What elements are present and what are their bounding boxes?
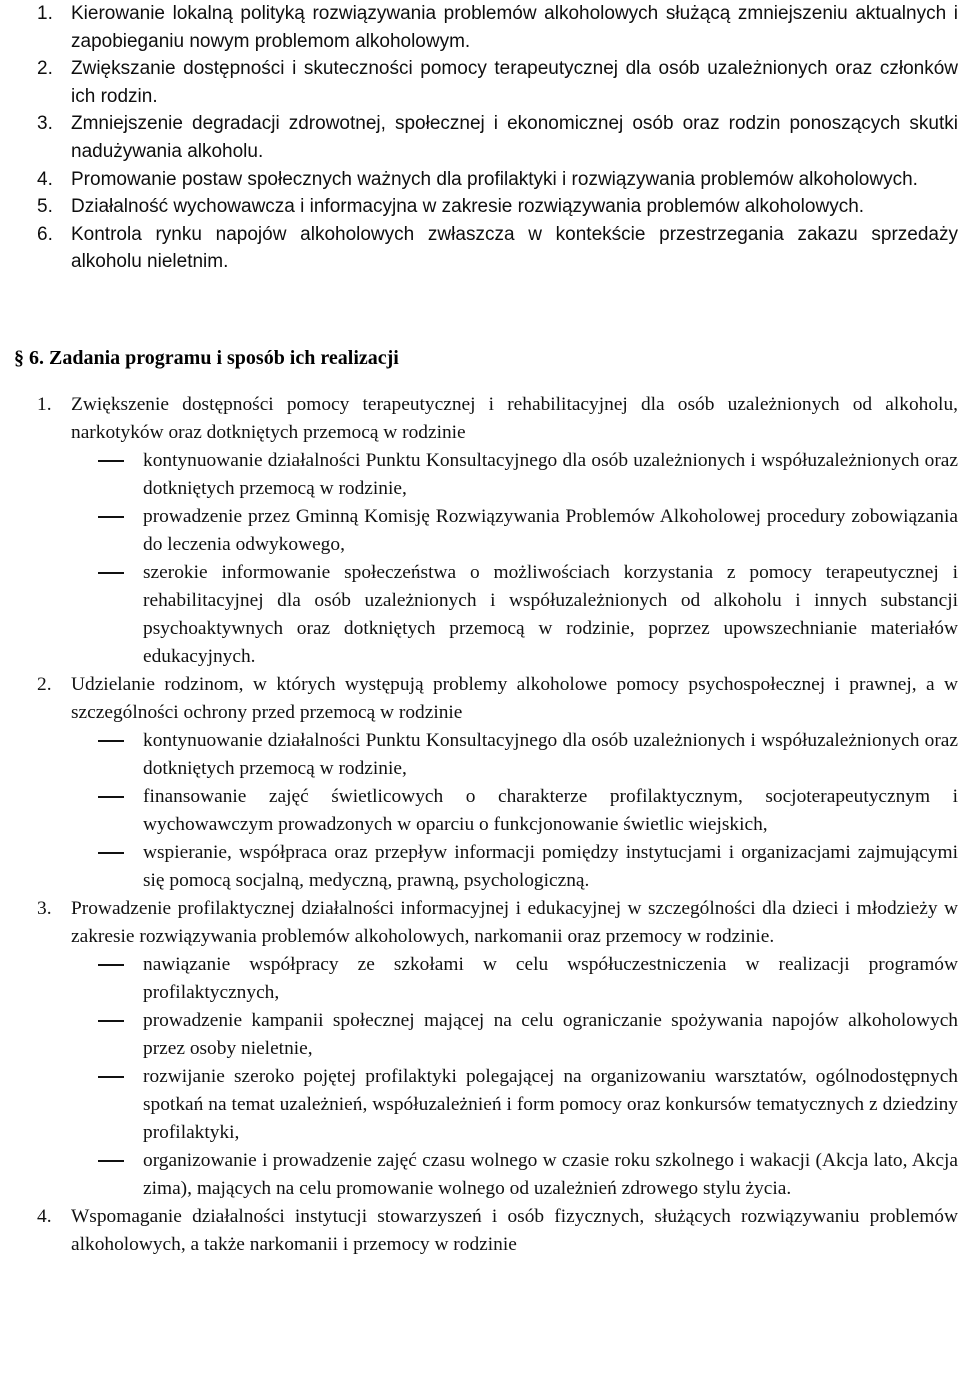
goal-item — [0, 193, 958, 221]
goal-text: Promowanie postaw społecznych ważnych dla profilaktyki i rozwiązywania problemów alkoholowych. — [71, 168, 918, 190]
dash-bullet-icon — [98, 516, 124, 518]
goal-number: 3. — [37, 113, 53, 135]
task-subitem — [71, 1063, 958, 1147]
task-subitem — [71, 1147, 958, 1203]
goal-text: Kontrola rynku napojów alkoholowych zwłaszcza w kontekście przestrzegania zakazu sprzedaży alkoholu nieletnim. — [71, 223, 958, 273]
task-number: 2. — [37, 674, 52, 695]
goal-item — [0, 110, 958, 165]
task-subitem-text: kontynuowanie działalności Punktu Konsultacyjnego dla osób uzależnionych i współuzależnionych oraz dotkniętych przemocą w rodzinie, — [143, 730, 958, 779]
dash-bullet-icon — [98, 572, 124, 574]
goal-number: 5. — [37, 196, 53, 218]
task-subitem — [71, 783, 958, 839]
task-number: 4. — [37, 1206, 52, 1227]
goal-text: Zmniejszenie degradacji zdrowotnej, społecznej i ekonomicznej osób oraz rodzin ponoszących skutki nadużywania alkoholu. — [71, 113, 958, 162]
task-item — [0, 391, 958, 671]
task-item — [0, 671, 958, 895]
dash-bullet-icon — [98, 460, 124, 462]
task-subitem-text: rozwijanie szeroko pojętej profilaktyki polegającej na organizowaniu warsztatów, ogólnodostępnych spotkań na temat uzależnień, współuzależnień i form pomocy oraz konkursów tematycznych z dziedziny profilaktyki, — [143, 1066, 958, 1143]
task-subitem-text: prowadzenie kampanii społecznej mającej na celu ograniczanie spożywania napojów alkoholowych przez osoby nieletnie, — [143, 1010, 958, 1059]
dash-bullet-icon — [98, 1160, 124, 1162]
dash-bullet-icon — [98, 964, 124, 966]
goal-number: 4. — [37, 168, 53, 190]
task-number: 1. — [37, 394, 52, 415]
goals-list — [0, 0, 960, 276]
task-lead: Zwiększenie dostępności pomocy terapeutycznej i rehabilitacyjnej dla osób uzależnionych od alkoholu, narkotyków oraz dotkniętych przemocą w rodzinie — [71, 394, 958, 443]
goal-number: 2. — [37, 58, 53, 80]
task-lead: Wspomaganie działalności instytucji stowarzyszeń i osób fizycznych, służących rozwiązywaniu problemów alkoholowych, a także narkomanii i przemocy w rodzinie — [71, 1206, 958, 1255]
goal-item — [0, 166, 958, 194]
goal-item — [0, 55, 958, 110]
tasks-list — [0, 391, 960, 1259]
task-subitem — [71, 447, 958, 503]
task-subitem-text: prowadzenie przez Gminną Komisję Rozwiązywania Problemów Alkoholowej procedury zobowiązania do leczenia odwykowego, — [143, 506, 958, 555]
dash-bullet-icon — [98, 740, 124, 742]
task-subitem — [71, 951, 958, 1007]
task-subitem-text: kontynuowanie działalności Punktu Konsultacyjnego dla osób uzależnionych i współuzależnionych oraz dotkniętych przemocą w rodzinie, — [143, 450, 958, 499]
task-subitem — [71, 559, 958, 671]
goal-number: 1. — [37, 3, 53, 24]
task-subitem-text: szerokie informowanie społeczeństwa o możliwościach korzystania z pomocy terapeutycznej i rehabilitacyjnej dla osób uzależnionych i współuzależnionych od alkoholu i innych substancji psychoaktywnych oraz dotkniętych przemocą w rodzinie, poprzez upowszechnianie materiałów edukacyjnych. — [143, 562, 958, 667]
task-subitem-text: wspieranie, współpraca oraz przepływ informacji pomiędzy instytucjami i organizacjami zajmującymi się pomocą socjalną, medyczną, prawną, psychologiczną. — [143, 842, 958, 891]
task-lead: Udzielanie rodzinom, w których występują problemy alkoholowe pomocy psychospołecznej i prawnej, a w szczególności ochrony przed przemocą w rodzinie — [71, 674, 958, 723]
task-item — [0, 1203, 958, 1259]
section-heading: § 6. Zadania programu i sposób ich realizacji — [14, 347, 399, 369]
task-subitem-text: finansowanie zajęć świetlicowych o charakterze profilaktycznym, socjoterapeutycznym i wychowawczym prowadzonych w oparciu o funkcjonowanie świetlic wiejskich, — [143, 786, 958, 835]
dash-bullet-icon — [98, 1076, 124, 1078]
goal-item — [0, 221, 958, 276]
goal-item — [0, 0, 958, 55]
task-subitem-text: nawiązanie współpracy ze szkołami w celu współuczestniczenia w realizacji programów profilaktycznych, — [143, 954, 958, 1003]
dash-bullet-icon — [98, 852, 124, 854]
dash-bullet-icon — [98, 1020, 124, 1022]
task-number: 3. — [37, 898, 52, 919]
task-subitem — [71, 727, 958, 783]
task-lead: Prowadzenie profilaktycznej działalności informacyjnej i edukacyjnej w szczególności dla dzieci i młodzieży w zakresie rozwiązywania problemów alkoholowych, narkomanii oraz przemocy w rodzinie. — [71, 898, 958, 947]
task-item — [0, 895, 958, 1203]
goal-text: Zwiększanie dostępności i skuteczności pomocy terapeutycznej dla osób uzależnionych oraz członków ich rodzin. — [71, 58, 958, 107]
task-subitem — [71, 839, 958, 895]
task-subitem — [71, 1007, 958, 1063]
dash-bullet-icon — [98, 796, 124, 798]
goal-number: 6. — [37, 223, 53, 245]
task-subitem-text: organizowanie i prowadzenie zajęć czasu wolnego w czasie roku szkolnego i wakacji (Akcja lato, Akcja zima), mających na celu promowanie wolnego od uzależnień zdrowego stylu życia. — [143, 1150, 958, 1199]
goal-text: Działalność wychowawcza i informacyjna w zakresie rozwiązywania problemów alkoholowych. — [71, 196, 865, 218]
task-subitem — [71, 503, 958, 559]
goal-text: Kierowanie lokalną polityką rozwiązywania problemów alkoholowych służącą zmniejszeniu aktualnych i zapobieganiu nowym problemom alkoholowym. — [71, 3, 958, 52]
